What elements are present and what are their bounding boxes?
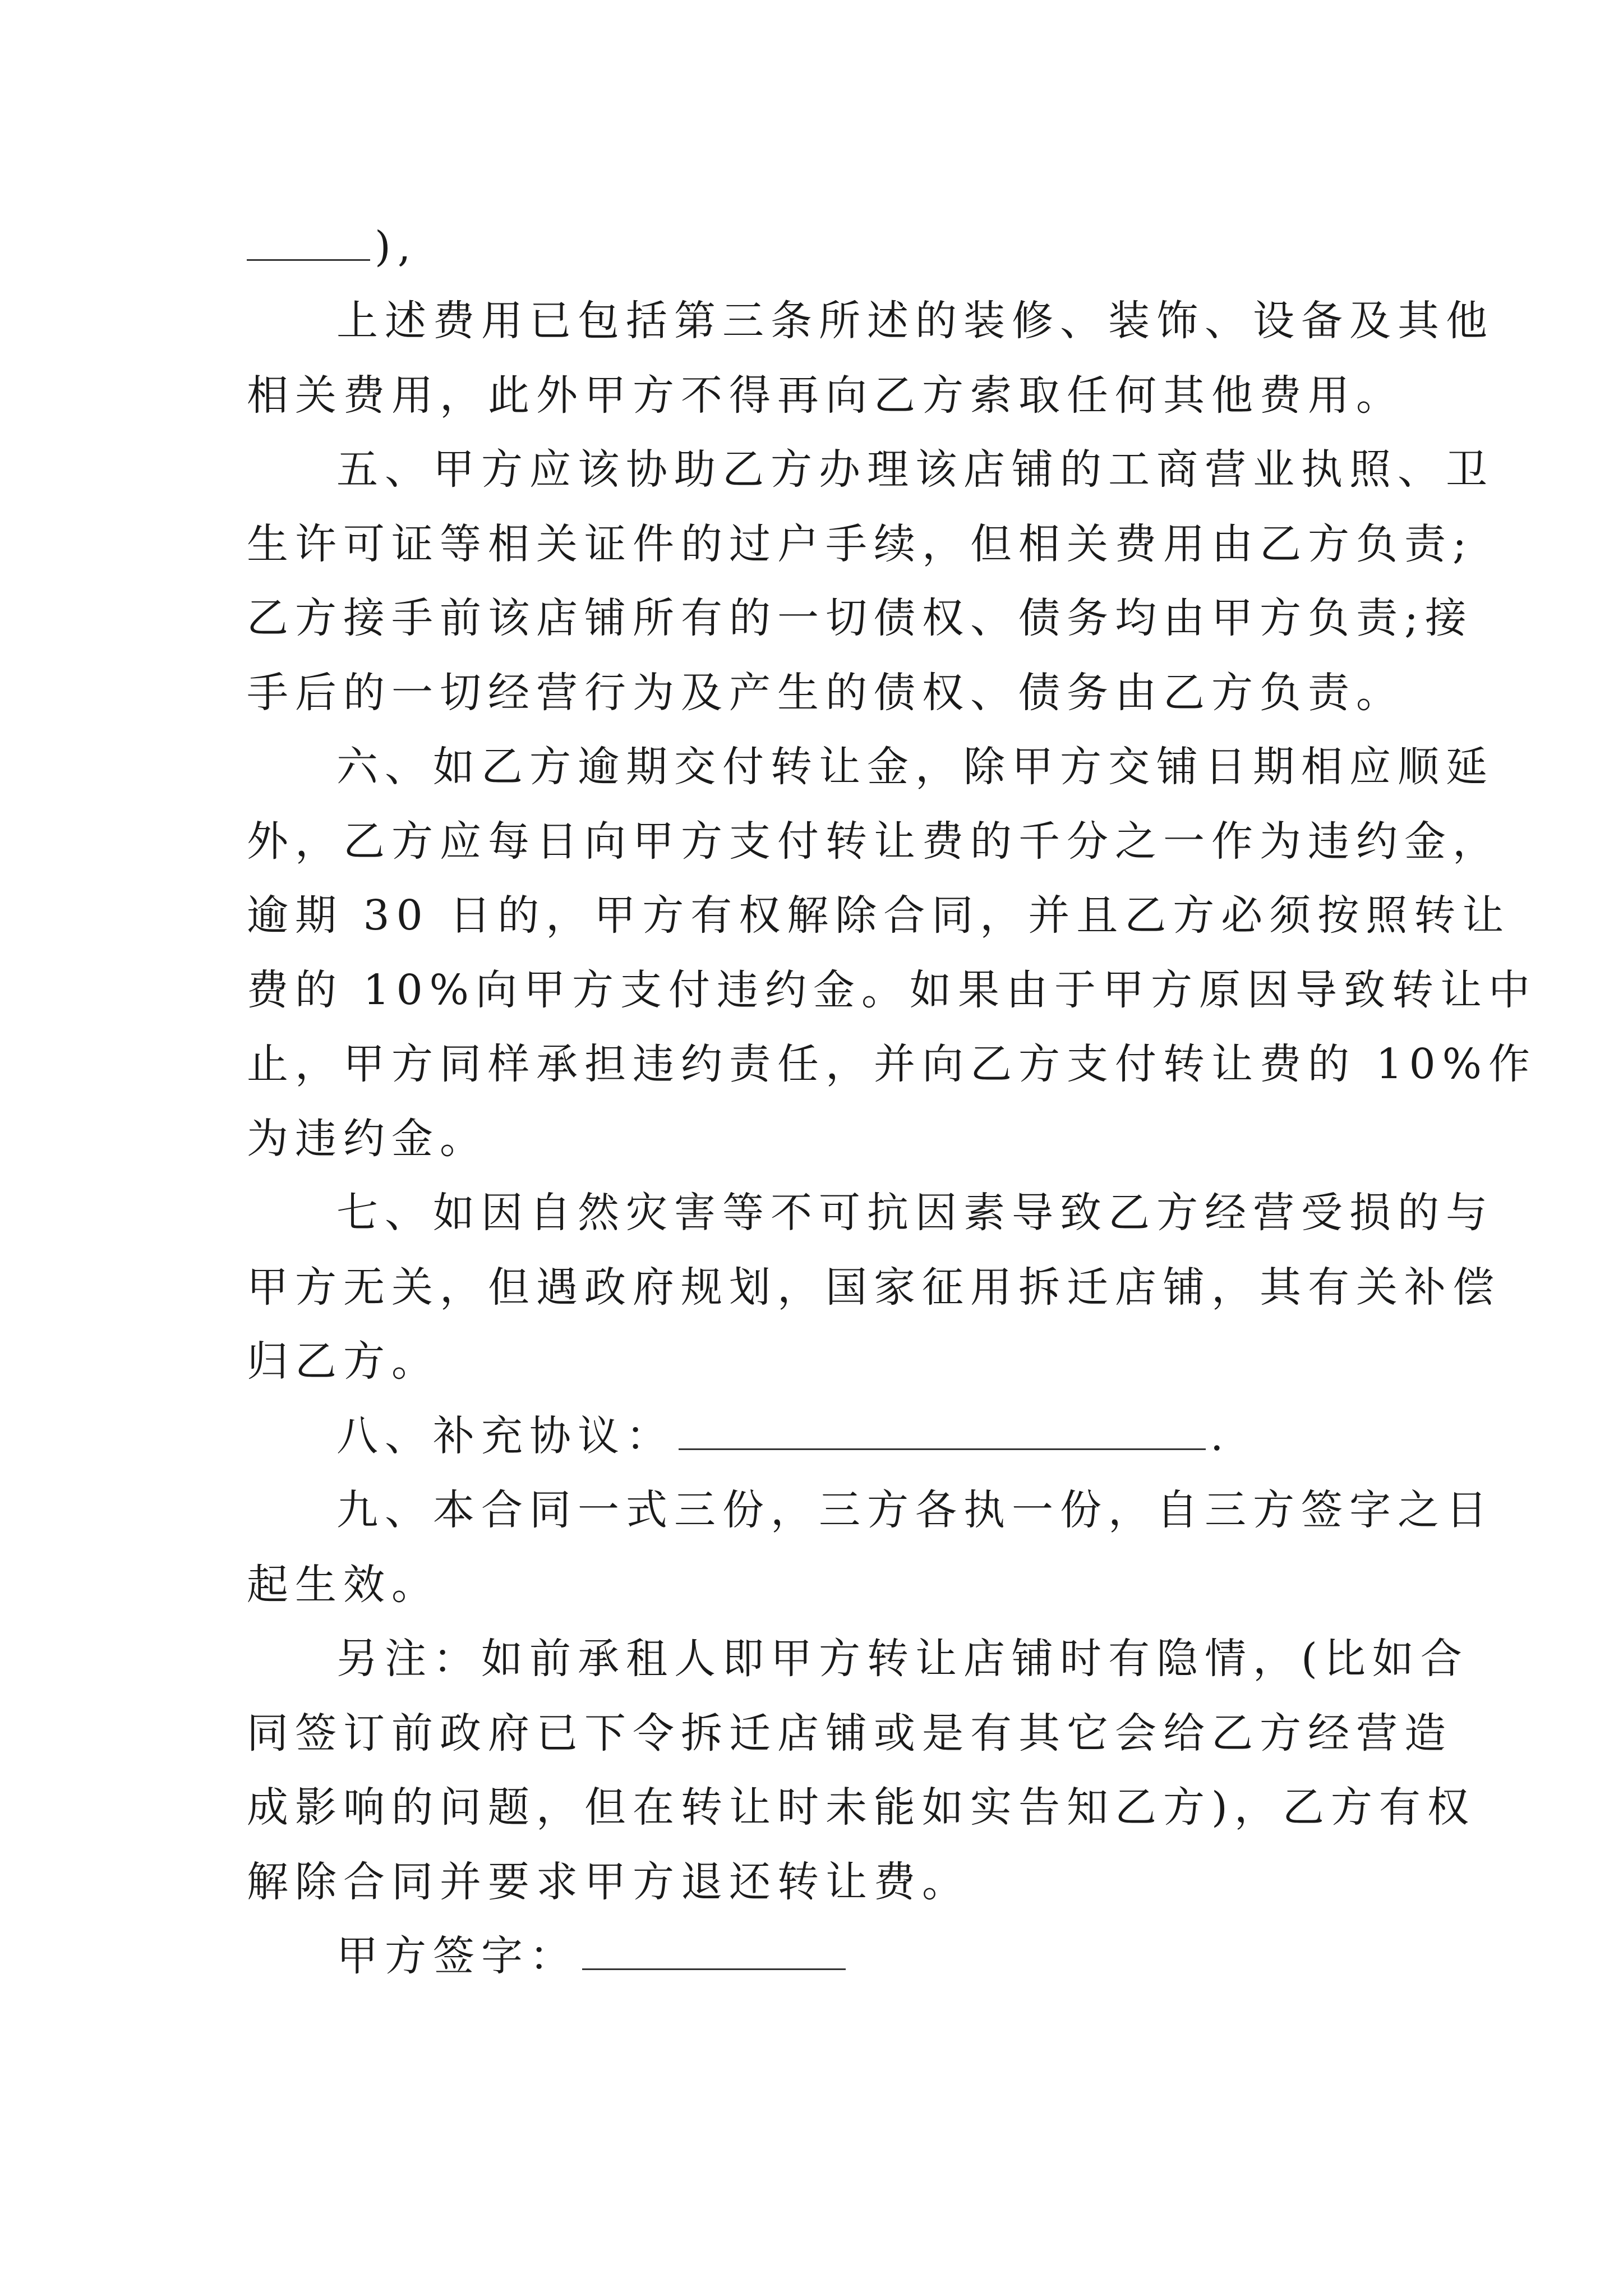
paragraph-line: 逾期 30 日的，甲方有权解除合同，并且乙方必须按照转让 (247, 891, 1511, 940)
paragraph-line: 生许可证等相关证件的过户手续，但相关费用由乙方负责; (247, 520, 1473, 568)
paragraph-line: 费的 10%向甲方支付违约金。如果由于甲方原因导致转让中 (247, 966, 1537, 1014)
clause-eight-line (336, 1408, 1396, 1464)
line-text: ), (375, 223, 418, 271)
paragraph-line: 解除合同并要求甲方退还转让费。 (247, 1858, 970, 1906)
paragraph-line: 上述费用已包括第三条所述的装修、装饰、设备及其他 (336, 297, 1494, 345)
party-a-signature-blank (582, 1935, 846, 1970)
clause-five-line: 五、甲方应该协助乙方办理该店铺的工商营业执照、卫 (336, 445, 1494, 494)
paragraph-line: 同签订前政府已下令拆迁店铺或是有其它会给乙方经营造 (247, 1709, 1453, 1757)
text-line (247, 219, 1396, 275)
paragraph-line: 成影响的问题，但在转让时未能如实告知乙方)，乙方有权 (247, 1783, 1476, 1832)
paragraph-line: 归乙方。 (247, 1337, 440, 1386)
fill-in-blank (247, 226, 370, 261)
paragraph-line: 外，乙方应每日向甲方支付转让费的千分之一作为违约金， (247, 817, 1501, 866)
clause-six-line: 六、如乙方逾期交付转让金，除甲方交铺日期相应顺延 (336, 743, 1494, 791)
paragraph-line: 乙方接手前该店铺所有的一切债权、债务均由甲方负责;接 (247, 594, 1473, 642)
clause-nine-line: 九、本合同一式三份，三方各执一份，自三方签字之日 (336, 1486, 1494, 1534)
paragraph-line: 止，甲方同样承担违约责任，并向乙方支付转让费的 10%作 (247, 1040, 1537, 1088)
clause-eight-label: 八、补充协议： (336, 1412, 674, 1460)
note-line: 另注：如前承租人即甲方转让店铺时有隐情，(比如合 (336, 1635, 1469, 1683)
party-a-signature-line (336, 1928, 1396, 1984)
paragraph-line: 手后的一切经营行为及产生的债权、债务由乙方负责。 (247, 669, 1404, 717)
paragraph-line: 甲方无关，但遇政府规划，国家征用拆迁店铺，其有关补偿 (247, 1263, 1501, 1312)
supplementary-agreement-blank (679, 1415, 1206, 1450)
paragraph-line: 相关费用，此外甲方不得再向乙方索取任何其他费用。 (247, 371, 1404, 420)
paragraph-line: 为违约金。 (247, 1115, 488, 1163)
clause-seven-line: 七、如因自然灾害等不可抗因素导致乙方经营受损的与 (336, 1189, 1494, 1237)
party-a-signature-label: 甲方签字： (336, 1932, 578, 1980)
paragraph-line: 起生效。 (247, 1561, 440, 1609)
line-end-period: . (1210, 1412, 1230, 1460)
